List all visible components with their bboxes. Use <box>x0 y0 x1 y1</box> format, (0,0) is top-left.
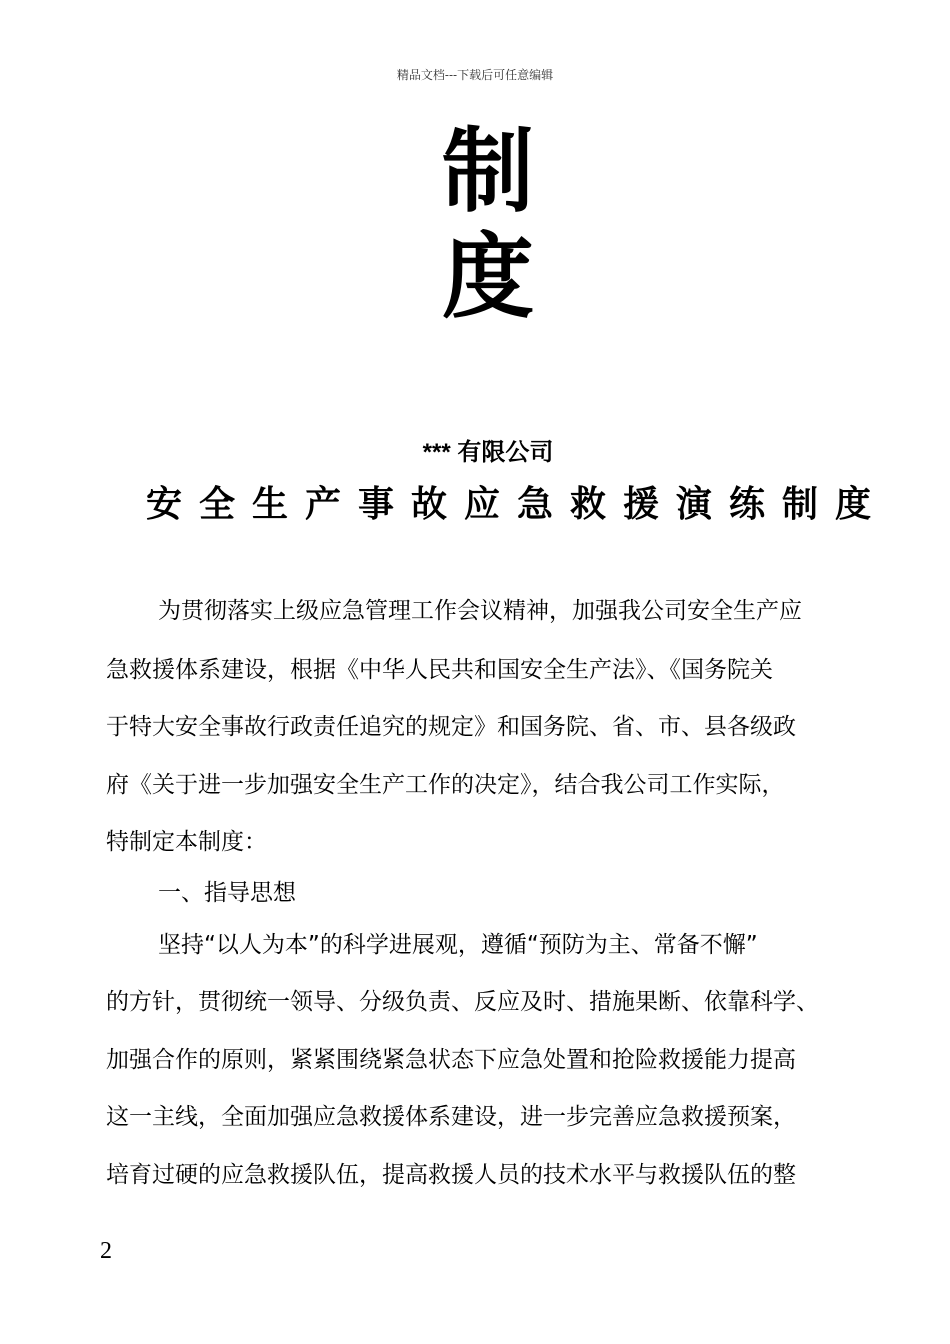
header-note: 精品文档---下载后可任意编辑 <box>396 68 554 82</box>
body-line: 特制定本制度： <box>106 829 267 855</box>
body-line: 府《关于进一步加强安全生产工作的决定》，结合我公司工作实际， <box>106 772 785 798</box>
company-name: *** 有限公司 <box>422 439 554 466</box>
body-line: 的方针，贯彻统一领导、分级负责、反应及时、措施果断、依靠科学、 <box>106 989 819 1015</box>
body-line: 坚持“以人为本”的科学进展观，遵循“预防为主、常备不懈” <box>158 932 758 958</box>
document-title: 安全生产事故应急救援演练制度 <box>146 484 889 525</box>
big-title-char-1: 制 <box>441 118 534 225</box>
section-heading: 一、指导思想 <box>158 880 296 906</box>
body-line: 这一主线，全面加强应急救援体系建设，进一步完善应急救援预案， <box>106 1104 796 1130</box>
body-line: 急救援体系建设，根据《中华人民共和国安全生产法》、《国务院关 <box>106 657 773 683</box>
body-line: 培育过硬的应急救援队伍，提高救援人员的技术水平与救援队伍的整 <box>106 1162 796 1188</box>
page-number: 2 <box>100 1238 112 1264</box>
body-line: 为贯彻落实上级应急管理工作会议精神，加强我公司安全生产应 <box>158 598 802 624</box>
body-line: 于特大安全事故行政责任追究的规定》和国务院、省、市、县各级政 <box>106 714 796 740</box>
body-line: 加强合作的原则，紧紧围绕紧急状态下应急处置和抢险救援能力提高 <box>106 1047 796 1073</box>
big-title-char-2: 度 <box>441 224 534 331</box>
